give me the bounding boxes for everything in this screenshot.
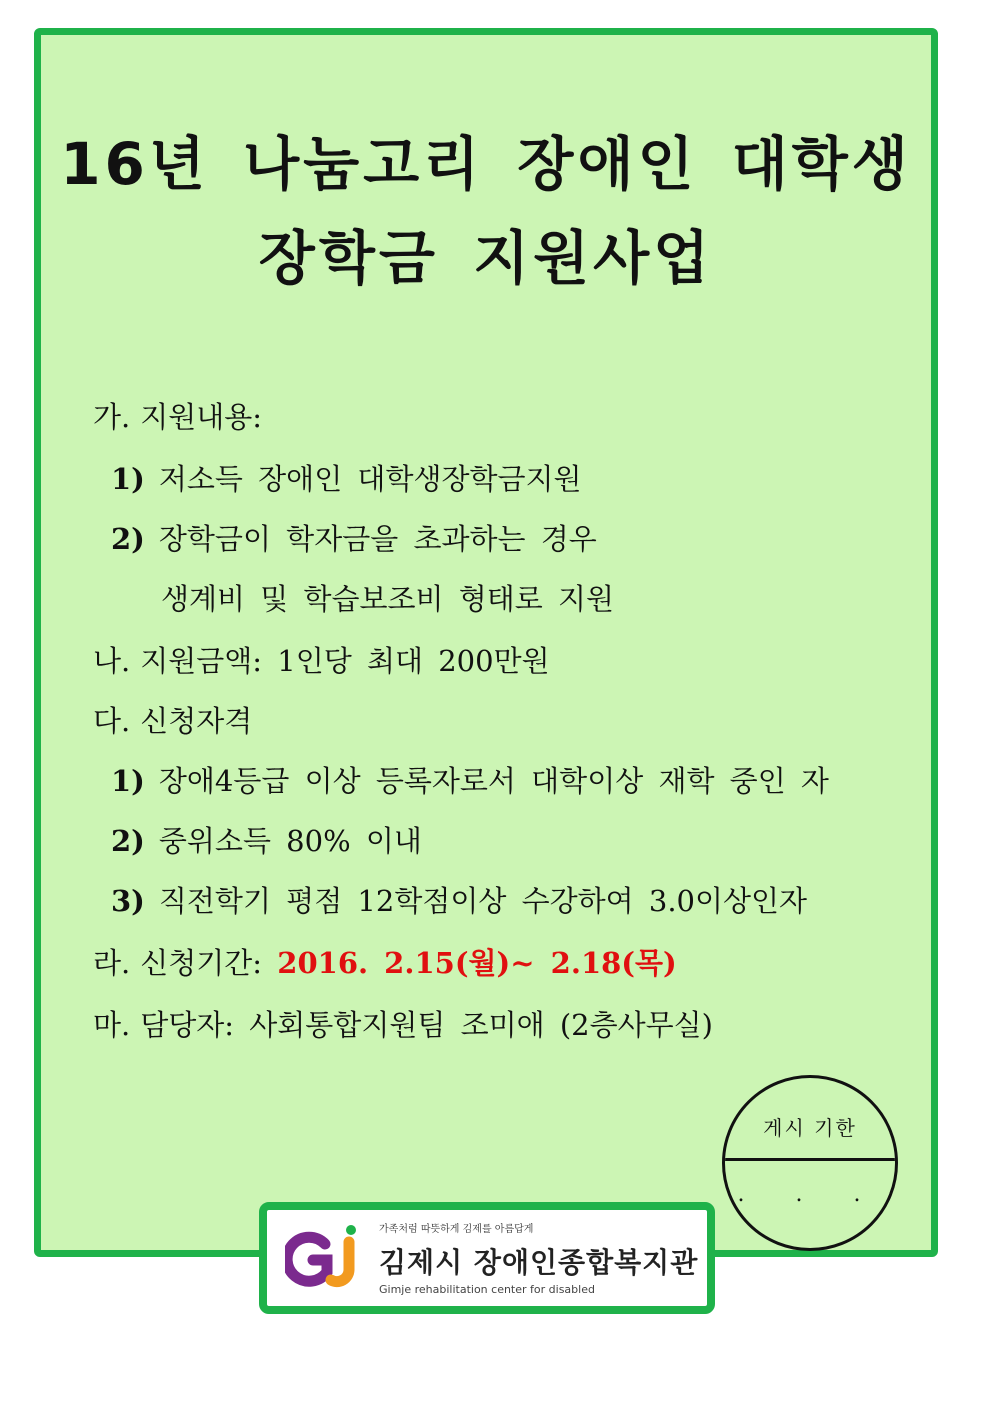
da-item-1 [111, 759, 829, 800]
ga-item-1-num: 1) [111, 462, 145, 496]
section-da-marker: 다. [93, 704, 131, 738]
title-line-2: 장학금 지원사업 [258, 224, 714, 292]
organization-logo-box [259, 1202, 715, 1314]
section-ga-marker: 가. [93, 400, 131, 434]
ga-item-2-continuation: 생계비 및 학습보조비 형태로 지원 [161, 582, 615, 616]
logo-text-block [379, 1218, 699, 1296]
section-ma [93, 1003, 713, 1044]
section-na [93, 639, 550, 680]
posting-deadline-label: 게시 기한 [763, 1116, 857, 1140]
da-item-2-num: 2) [111, 824, 145, 858]
section-da [93, 699, 252, 740]
section-na-text: 지원금액: 1인당 최대 200만원 [140, 644, 550, 678]
section-na-marker: 나. [93, 644, 131, 678]
section-ma-marker: 마. [93, 1008, 131, 1042]
da-item-2-text: 중위소득 80% 이내 [158, 824, 422, 858]
ga-item-2-num: 2) [111, 522, 145, 556]
section-ma-text: 담당자: 사회통합지원팀 조미애 (2층사무실) [140, 1008, 713, 1042]
section-ra [93, 941, 677, 982]
logo-english-name: Gimje rehabilitation center for disabled [379, 1283, 595, 1296]
ga-item-2-text: 장학금이 학자금을 초과하는 경우 [158, 522, 597, 556]
da-item-3-text: 직전학기 평점 12학점이상 수강하여 3.0이상인자 [158, 884, 808, 918]
section-ga [93, 395, 262, 436]
gj-logo-icon [285, 1224, 371, 1294]
da-item-1-num: 1) [111, 764, 145, 798]
ga-item-2 [111, 517, 597, 558]
posting-deadline-stamp [722, 1075, 898, 1251]
stamp-divider [725, 1158, 895, 1161]
section-ra-label: 신청기간: [140, 946, 263, 980]
da-item-3-num: 3) [111, 884, 145, 918]
da-item-2 [111, 819, 422, 860]
ga-item-1 [111, 457, 582, 498]
title-line-1: 16년 나눔고리 장애인 대학생 [60, 130, 912, 198]
section-ga-text: 지원내용: [140, 400, 263, 434]
posting-deadline-value: . . . [737, 1182, 883, 1207]
section-ra-marker: 라. [93, 946, 131, 980]
application-period-value: 2016. 2.15(월)~ 2.18(목) [277, 946, 677, 980]
da-item-3 [111, 879, 807, 920]
ga-item-1-text: 저소득 장애인 대학생장학금지원 [158, 462, 582, 496]
logo-organization-name: 김제시 장애인종합복지관 [379, 1246, 699, 1279]
da-item-1-text: 장애4등급 이상 등록자로서 대학이상 재학 중인 자 [158, 764, 829, 798]
logo-slogan: 가족처럼 따뜻하게 김제를 아름답게 [379, 1224, 534, 1235]
poster-board [34, 28, 938, 1257]
section-da-text: 신청자격 [140, 704, 253, 738]
